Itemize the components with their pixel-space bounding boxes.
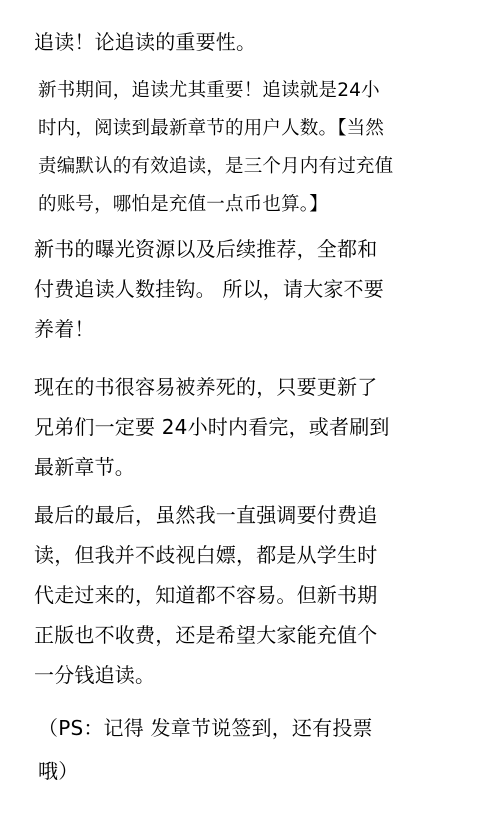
paragraph-line: 一分钱追读。 xyxy=(34,663,156,687)
paragraph-line: 哦） xyxy=(38,759,79,783)
paragraph-line: 养着！ xyxy=(34,317,95,341)
paragraph-line: 代走过来的，知道都不容易。但新书期 xyxy=(34,583,378,607)
paragraph-line: 正版也不收费，还是希望大家能充值个 xyxy=(34,623,378,647)
paragraph-line: 新书的曝光资源以及后续推荐，全都和 xyxy=(34,237,378,261)
paragraph-1 xyxy=(38,72,458,224)
paragraph-line: 最新章节。 xyxy=(34,455,135,479)
paragraph-line: 兄弟们一定要 24小时内看完，或者刷到 xyxy=(34,415,390,439)
paragraph-line: 责编默认的有效追读，是三个月内有过充值 xyxy=(38,156,394,177)
paragraph-line: （PS：记得 发章节说签到，还有投票 xyxy=(38,716,373,740)
paragraph-line: 付费追读人数挂钩。 所以，请大家不要 xyxy=(34,277,384,301)
paragraph-ps xyxy=(38,707,458,793)
paragraph-line: 时内，阅读到最新章节的用户人数。【当然 xyxy=(38,118,385,139)
paragraph-line: 最后的最后，虽然我一直强调要付费追 xyxy=(34,503,378,527)
document-title xyxy=(34,25,454,59)
paragraph-line: 的账号，哪怕是充值一点币也算。】 xyxy=(38,194,328,215)
paragraph-line: 现在的书很容易被养死的，只要更新了 xyxy=(34,375,378,399)
paragraph-4 xyxy=(34,495,454,695)
title-line: 追读！论追读的重要性。 xyxy=(34,30,257,54)
paragraph-2 xyxy=(34,229,454,349)
paragraph-line: 新书期间，追读尤其重要！追读就是24小 xyxy=(38,80,380,101)
paragraph-3 xyxy=(34,367,454,487)
paragraph-line: 读，但我并不歧视白嫖，都是从学生时 xyxy=(34,543,378,567)
